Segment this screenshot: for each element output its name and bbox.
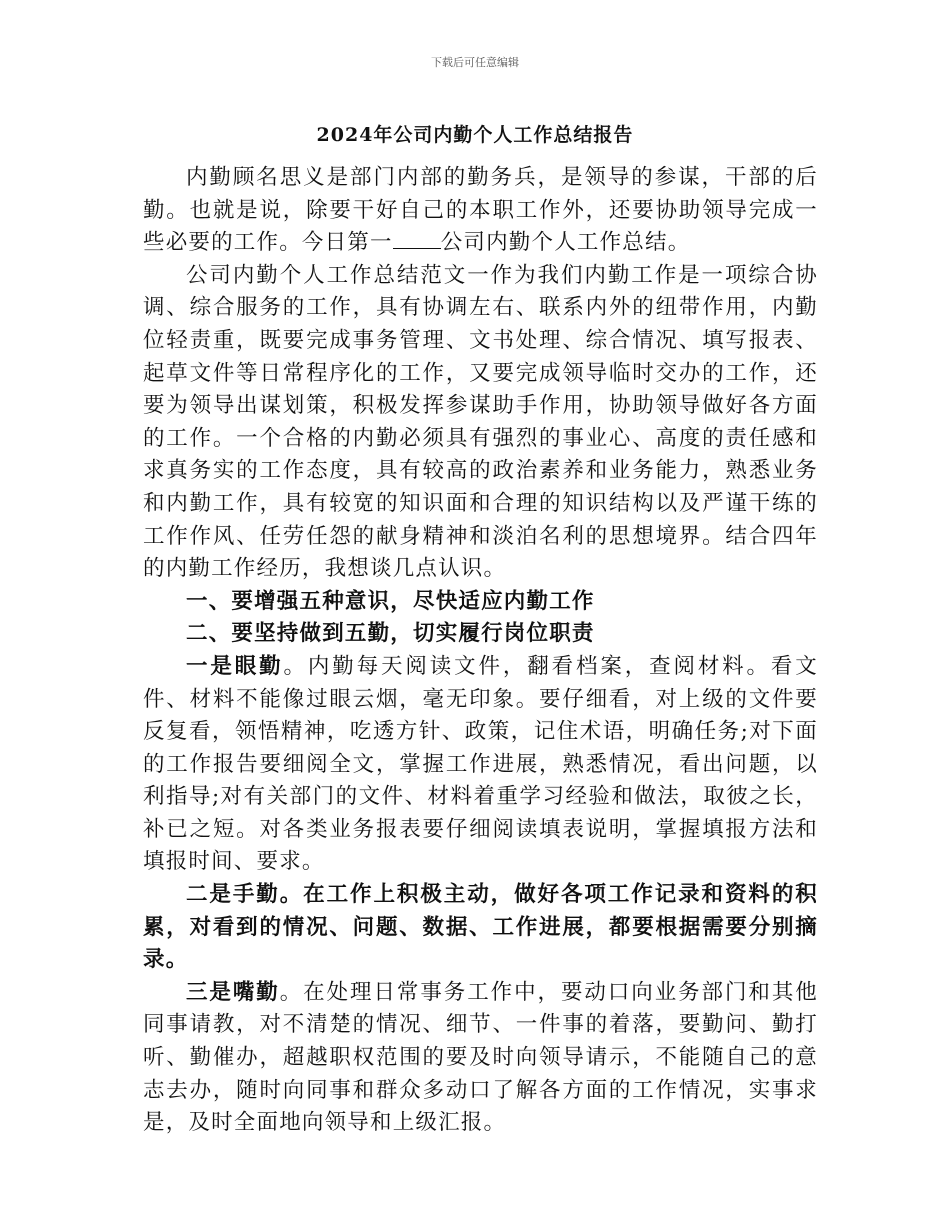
fill-in-blank: [393, 230, 441, 249]
paragraph-intro-text: 内勤顾名思义是部门内部的勤务兵，是领导的参谋，干部的后勤。也就是说，除要干好自己的本职工作外，还要协助领导完成一些必要的工作。今日第一: [143, 165, 818, 256]
paragraph-mouth: [143, 977, 818, 1140]
paragraph-overview: 公司内勤个人工作总结范文一作为我们内勤工作是一项综合协调、综合服务的工作，具有协调左右、联系内外的纽带作用，内勤位轻责重，既要完成事务管理、文书处理、综合情况、填写报表、起草文件等日常程序化的工作，又要完成领导临时交办的工作，还要为领导出谋划策，积极发挥参谋助手作用，协助领导做好各方面的工作。一个合格的内勤必须具有强烈的事业心、高度的责任感和求真务实的工作态度，具有较高的政治素养和业务能力，熟悉业务和内勤工作，具有较宽的知识面和合理的知识结构以及严谨干练的工作作风、任劳任怨的献身精神和淡泊名利的思想境界。结合四年的内勤工作经历，我想谈几点认识。: [143, 262, 818, 582]
paragraph-eyes: [143, 651, 818, 879]
document-title: 2024年公司内勤个人工作总结报告: [316, 124, 634, 146]
paragraph-hands: 二是手勤。在工作上积极主动，做好各项工作记录和资料的积累，对看到的情况、问题、数据、工作进展，都要根据需要分别摘录。: [143, 882, 818, 973]
paragraph-intro-text-end: 公司内勤个人工作总结。: [440, 230, 691, 256]
paragraph-mouth-text: 。在处理日常事务工作中，要动口向业务部门和其他同事请教，对不清楚的情况、细节、一件事的着落，要勤问、勤打听、勤催办，超越职权范围的要及时向领导请示，不能随自己的意志去办，随时向同事和群众多动口了解各方面的工作情况，实事求是，及时全面地向领导和上级汇报。: [143, 979, 818, 1136]
paragraph-mouth-lead: 三是嘴勤: [186, 979, 280, 1005]
section-heading-2: 二、要坚持做到五勤，切实履行岗位职责: [186, 621, 595, 647]
document-body: [143, 162, 818, 1140]
section-heading-1: 一、要增强五种意识，尽快适应内勤工作: [186, 588, 595, 614]
paragraph-eyes-text: 。内勤每天阅读文件，翻看档案，查阅材料。看文件、材料不能像过眼云烟，毫无印象。要仔细看，对上级的文件要反复看，领悟精神，吃透方针、政策，记住术语，明确任务;对下面的工作报告要细阅全文，掌握工作进展，熟悉情况，看出问题，以利指导;对有关部门的文件、材料着重学习经验和做法，取彼之长，补已之短。对各类业务报表要仔细阅读填表说明，掌握填报方法和填报时间、要求。: [143, 653, 818, 875]
header-note: 下载后可任意编辑: [431, 56, 519, 69]
paragraph-intro: [143, 162, 818, 260]
paragraph-eyes-lead: 一是眼勤: [186, 653, 284, 679]
